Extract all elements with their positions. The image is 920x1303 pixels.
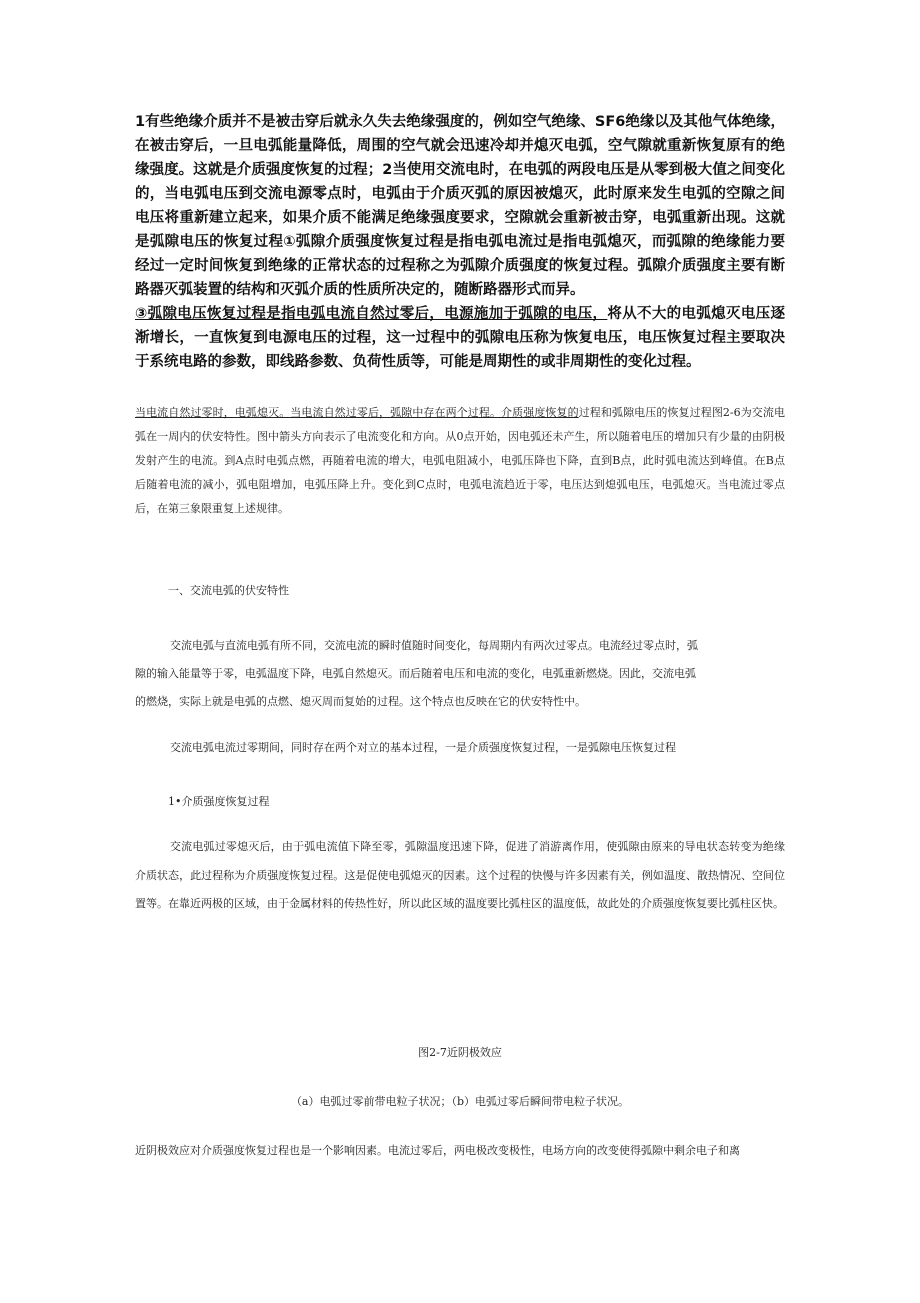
heading-section-1 — [168, 582, 768, 598]
section-heading-1: 一、交流电弧的伏安特性 — [168, 584, 289, 597]
lead-paragraph — [135, 401, 785, 521]
paragraph-1-line-1: 交流电弧与直流电弧有所不同，交流电流的瞬时值随时间变化，每周期内有两次过零点。电流经过零点时，弧 — [170, 639, 698, 652]
figure-caption: 图2-7近阴极效应 — [418, 1046, 502, 1059]
paragraph-4-block — [135, 1142, 785, 1158]
figure-subcaption: （a）电弧过零前带电粒子状况；（b）电弧过零后瞬间带电粒子状况。 — [290, 1095, 630, 1108]
heading-section-2 — [168, 793, 768, 809]
figure-subcaption-block — [0, 1093, 920, 1109]
bold-paragraph-2-underlined: ③弧隙电压恢复过程是指电弧电流自然过零后，电源施加于弧隙的电压， — [135, 306, 608, 322]
section-heading-2: 1•介质强度恢复过程 — [168, 795, 270, 808]
paragraph-1-block — [135, 632, 785, 716]
lead-text: 过程和弧隙电压的恢复过程图2-6为交流电弧在一周内的伏安特性。图中箭头方向表示了电流变化和方向。从0点开始，因电弧还未产生，所以随着电压的增加只有少量的由阴极发射产生的电流。到A点时电弧点燃，再随着电流的增大，电弧电阻减小，电弧压降也下降，直到B点，此时弧电流达到峰值。在B点后随着电流的减小，弧电阻增加，电弧压降上升。变化到C点时，电弧电流趋近于零，电压达到熄弧电压，电弧熄灭。当电流过零点后，在第三象限重复上述规律。 — [135, 406, 785, 515]
paragraph-4: 近阴极效应对介质强度恢复过程也是一个影响因素。电流过零后，两电极改变极性，电场方向的改变使得弧隙中剩余电子和离 — [135, 1144, 740, 1157]
paragraph-2: 交流电弧电流过零期间，同时存在两个对立的基本过程，一是介质强度恢复过程，一是弧隙电压恢复过程 — [170, 741, 676, 754]
paragraph-1-line-2: 隙的输入能量等于零，电弧温度下降，电弧自然熄灭。而后随着电压和电流的变化，电弧重新燃烧。因此，交流电弧 — [135, 667, 696, 680]
bold-paragraph-1 — [135, 110, 785, 302]
paragraph-3: 交流电弧过零熄灭后，由于弧电流值下降至零，弧隙温度迅速下降，促进了消游离作用，使弧隙由原来的导电状态转变为绝缘介质状态，此过程称为介质强度恢复过程。这是促使电弧熄灭的因素。这个过程的快慢与许多因素有关，例如温度、散热情况、空间位置等。在靠近两极的区域，由于金属材料的传热性好，所以此区域的温度要比弧柱区的温度低，故此处的介质强度恢复要比弧柱区快。 — [135, 840, 785, 910]
lead-section — [135, 401, 785, 521]
bold-section — [135, 110, 785, 374]
bold-paragraph-1-text: 1有些绝缘介质并不是被击穿后就永久失去绝缘强度的，例如空气绝缘、SF6绝缘以及其他气体绝缘，在被击穿后，一旦电弧能量降低，周围的空气就会迅速冷却并熄灭电弧，空气隙就重新恢复原有的绝缘强度。这就是介质强度恢复的过程；2当使用交流电时，在电弧的两段电压是从零到极大值之间变化的，当电弧电压到交流电源零点时，电弧由于介质灭弧的原因被熄灭，此时原来发生电弧的空隙之间电压将重新建立起来，如果介质不能满足绝缘强度要求，空隙就会重新被击穿，电弧重新出现。这就是弧隙电压的恢复过程①弧隙介质强度恢复过程是指电弧电流过是指电弧熄灭，而弧隙的绝缘能力要经过一定时间恢复到绝缘的正常状态的过程称之为弧隙介质强度的恢复过程。弧隙介质强度主要有断路器灭弧装置的结构和灭弧介质的性质所决定的，随断路器形式而异。 — [135, 114, 785, 298]
bold-paragraph-2-text: 将从不大的电弧熄灭电压逐渐增长，一直恢复到电源电压的过程，这一过程中的弧隙电压称为恢复电压，电压恢复过程主要取决于系统电路的参数，即线路参数、负荷性质等，可能是周期性的或非周期性的变化过程。 — [135, 306, 785, 370]
bold-paragraph-2 — [135, 302, 785, 374]
paragraph-1-line-3: 的燃烧，实际上就是电弧的点燃、熄灭周而复始的过程。这个特点也反映在它的伏安特性中。 — [135, 695, 586, 708]
paragraph-2-block — [135, 739, 785, 755]
lead-underlined-text: 当电流自然过零时，电弧熄灭。当电流自然过零后，弧隙中存在两个过程。介质强度恢复的 — [135, 406, 579, 419]
figure-caption-block — [0, 1044, 920, 1060]
paragraph-3-block — [135, 833, 785, 919]
